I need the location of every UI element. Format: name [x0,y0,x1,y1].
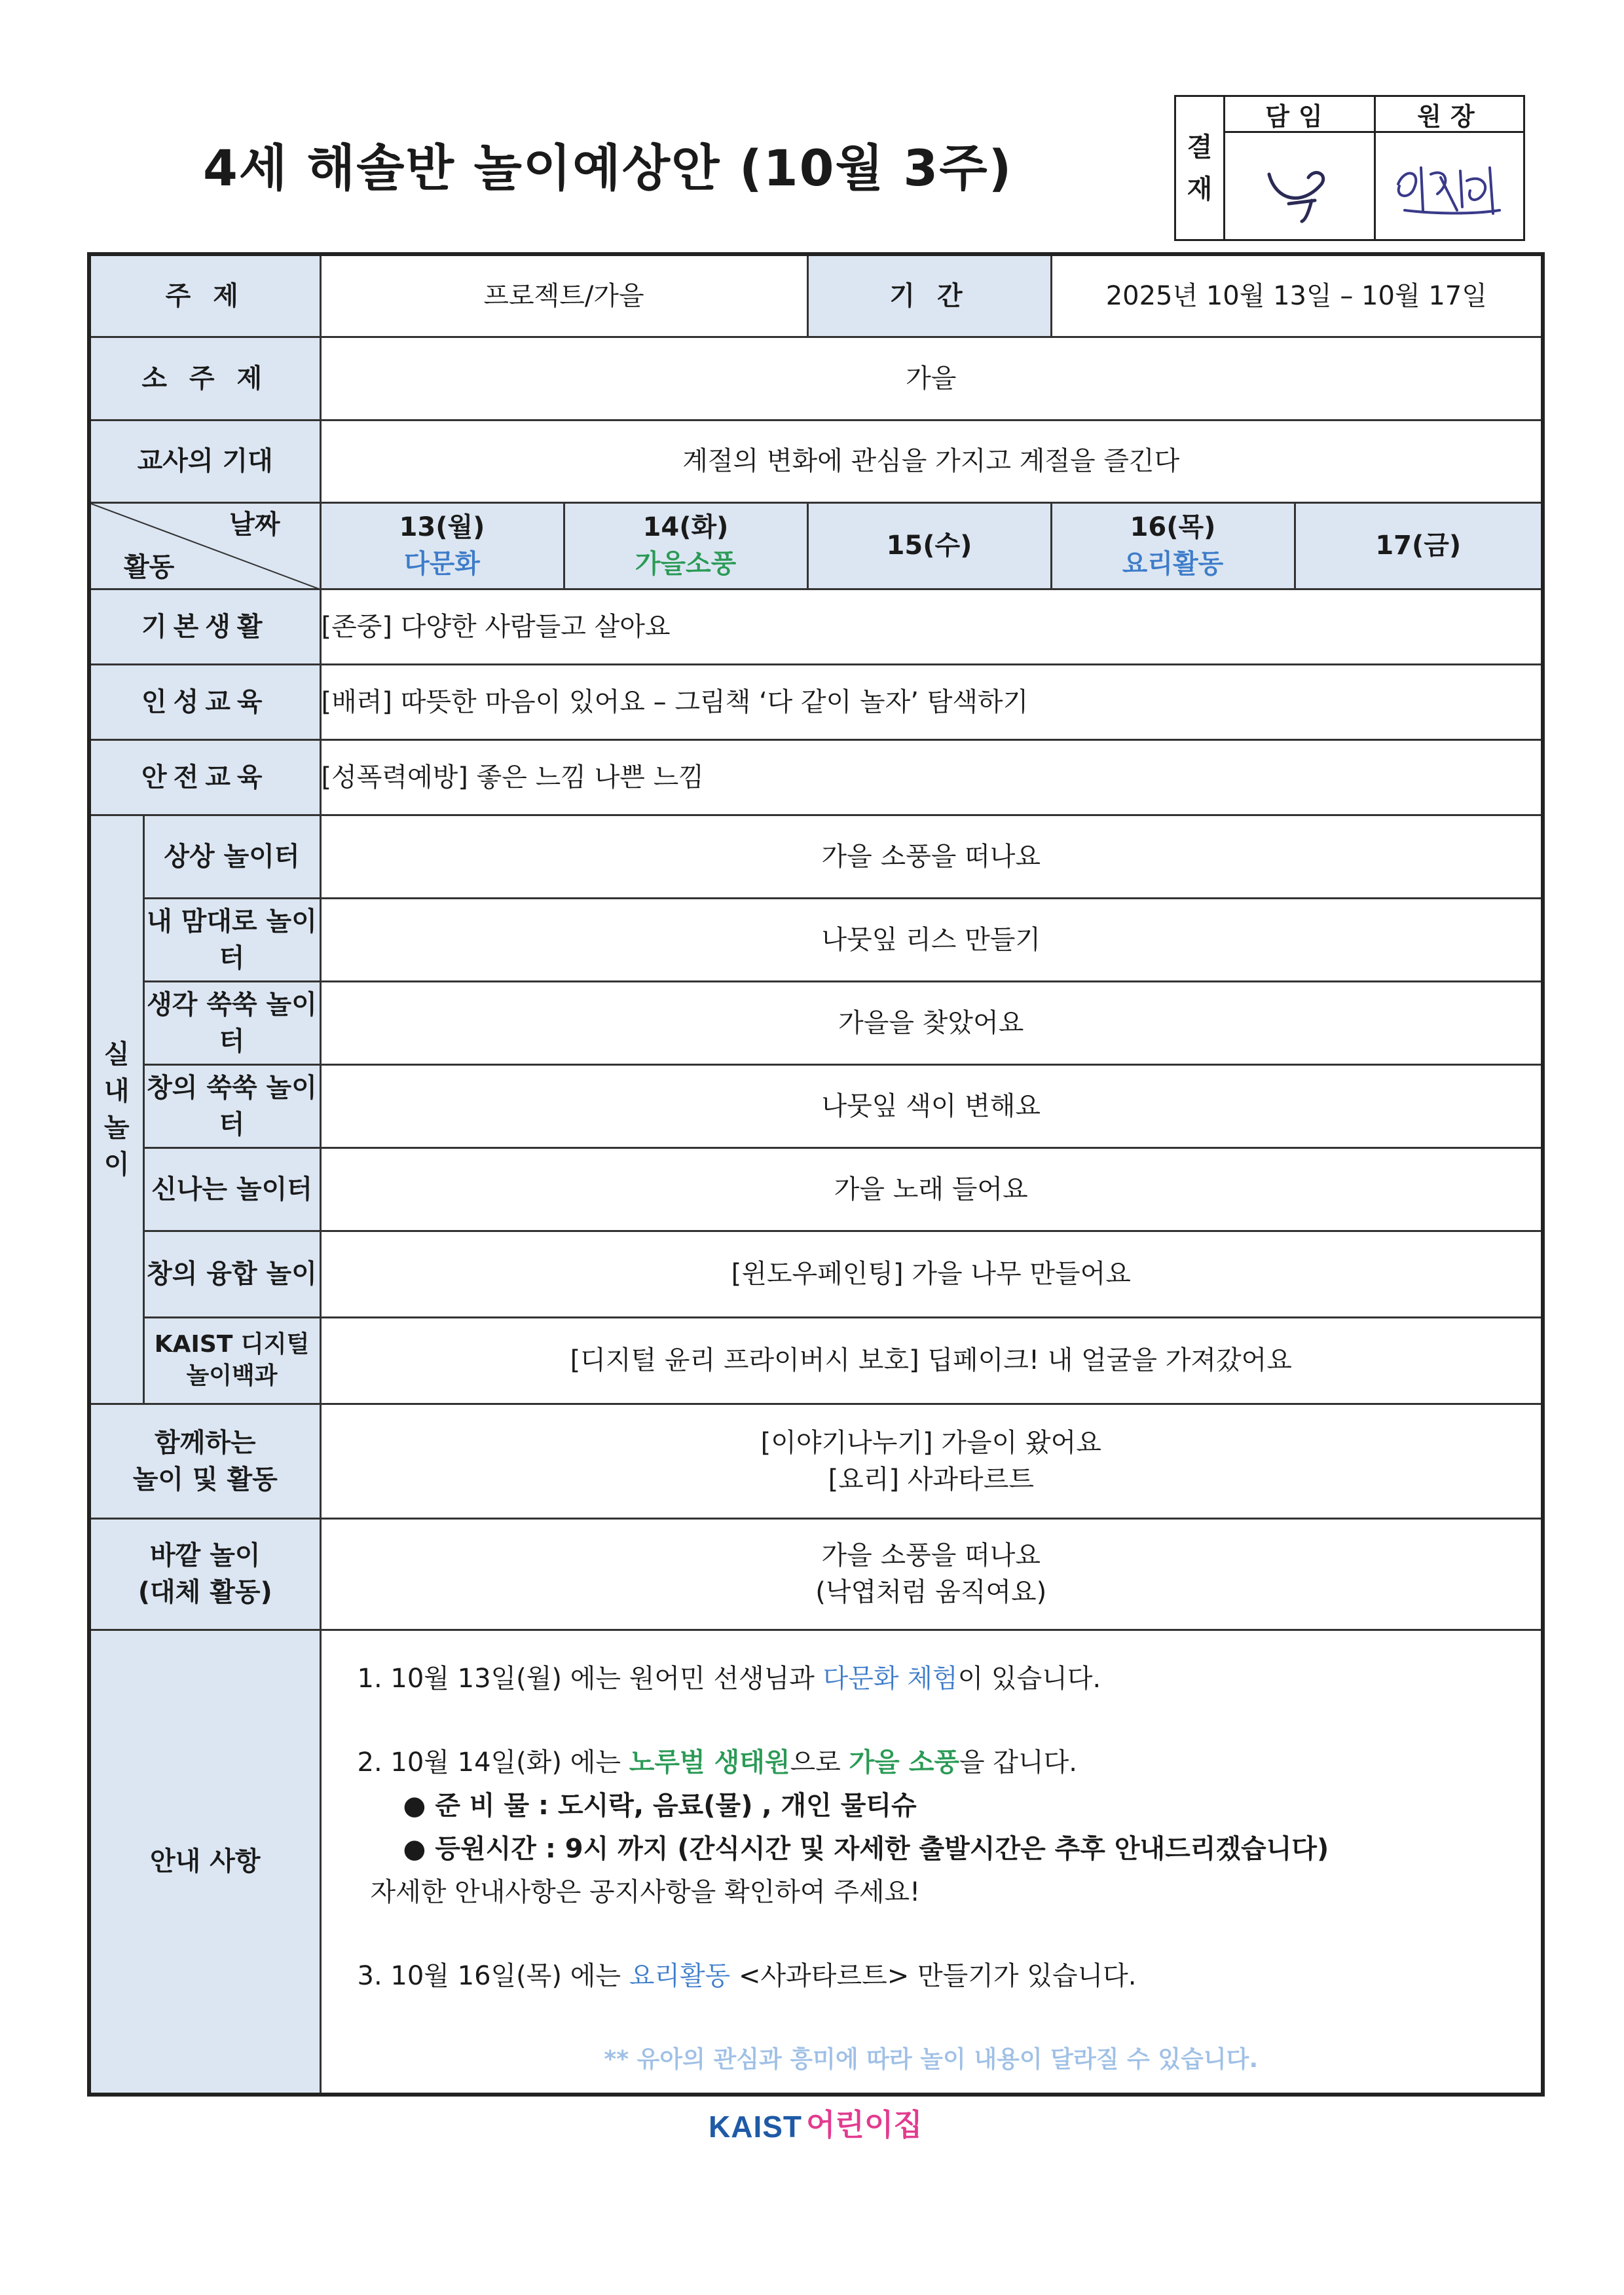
notice-note: 자세한 안내사항은 공지사항을 확인하여 주세요! [370,1876,921,1907]
teacher-signature [1223,133,1374,241]
day-date: 13(월) [399,512,485,542]
notice-footnote: ** 유아의 관심과 흥미에 따라 놀이 내용이 달라질 수 있습니다. [604,2045,1259,2073]
day-date: 15(수) [886,531,972,561]
day-wed [807,502,1051,589]
day-date: 14(화) [642,512,729,542]
notice-item-1 [358,1657,1541,1700]
together-label-1: 함께하는 [154,1427,256,1458]
notice-item-3 [358,1954,1541,1998]
approval-label [1176,97,1225,239]
notice-text: (간식시간 및 자세한 출발시간은 추후 안내드리겠습니다) [677,1833,1329,1864]
indoor-item-value: 가을 소풍을 떠나요 [320,815,1543,898]
day-thu [1051,502,1295,589]
indoor-item-label: 신나는 놀이터 [143,1148,320,1231]
notice-text: 1. 10월 13일(월) 에는 원어민 선생님과 [357,1663,823,1694]
subtheme-value: 가을 [320,337,1543,420]
indoor-item-value: 가을 노래 들어요 [320,1148,1543,1231]
logo-daycare-text: 어린이집 [806,2107,923,2142]
day-date: 17(금) [1375,531,1462,561]
day-event: 가을소풍 [635,549,737,579]
together-line-1: [이야기나누기] 가을이 왔어요 [760,1427,1101,1458]
safety-value: [성폭력예방] 좋은 느낌 나쁜 느낌 [320,739,1543,815]
notice-text: ● 등원시간 : 9시 까지 [403,1833,678,1864]
character-label: 인성교육 [89,664,320,739]
day-event: 다문화 [404,549,480,579]
indoor-item-label: 내 맘대로 놀이터 [143,898,320,981]
outdoor-line-1: 가을 소풍을 떠나요 [821,1540,1041,1571]
outdoor-value [320,1518,1543,1630]
notice-bullet-time [358,1827,1541,1871]
indoor-item-label: 창의 쑥쑥 놀이터 [143,1064,320,1148]
outdoor-label-1: 바깥 놀이 [150,1540,261,1571]
notice-bullet-supplies: ● 준 비 물 : 도시락, 음료(물) , 개인 물티슈 [403,1790,917,1821]
indoor-char: 이 [103,1149,130,1180]
subtheme-label: 소 주 제 [89,337,320,420]
indoor-char: 내 [103,1075,130,1106]
period-label: 기 간 [807,254,1051,337]
approval-label-2: 재 [1187,174,1213,204]
notice-text: <사과타르트> 만들기가 있습니다. [730,1960,1137,1991]
approval-director-header: 원장 [1376,97,1525,133]
indoor-item-value: 나뭇잎 리스 만들기 [320,898,1543,981]
notice-text: 이 있습니다. [957,1663,1101,1694]
basic-value: [존중] 다양한 사람들고 살아요 [320,589,1543,664]
approval-teacher-header: 담임 [1223,97,1374,133]
notice-highlight: 요리활동 [629,1960,731,1991]
activity-header-label: 활동 [124,551,175,582]
indoor-item-label: 상상 놀이터 [143,815,320,898]
director-signature [1376,133,1525,241]
indoor-item-label: KAIST 디지털 놀이백과 [143,1317,320,1404]
approval-box [1174,95,1525,241]
outdoor-line-2: (낙엽처럼 움직여요) [815,1577,1047,1607]
plan-table [87,252,1545,2097]
approval-label-1: 결 [1187,132,1213,162]
outdoor-label-2: (대체 활동) [138,1577,272,1607]
notice-content [320,1630,1543,2095]
notice-text: 2. 10월 14일(화) 에는 [357,1747,629,1778]
character-value: [배려] 따뜻한 마음이 있어요 – 그림책 ‘다 같이 놀자’ 탐색하기 [320,664,1543,739]
basic-label: 기본생활 [89,589,320,664]
indoor-item-value: 나뭇잎 색이 변해요 [320,1064,1543,1148]
indoor-group-label [89,815,143,1404]
together-line-2: [요리] 사과타르트 [828,1464,1034,1495]
notice-highlight: 노루벌 생태원 [629,1747,790,1778]
approval-director-column [1376,97,1525,239]
together-label [89,1404,320,1518]
notice-text: 을 갑니다. [959,1747,1077,1778]
indoor-item-label: 생각 쑥쑥 놀이터 [143,981,320,1064]
expect-label: 교사의 기대 [89,420,320,502]
notice-text: 으로 [790,1747,849,1778]
day-fri [1295,502,1543,589]
day-event: 요리활동 [1122,549,1224,579]
indoor-char: 실 [103,1039,130,1070]
period-value: 2025년 10월 13일 – 10월 17일 [1051,254,1543,337]
theme-label: 주 제 [89,254,320,337]
indoor-char: 놀 [103,1112,130,1143]
date-activity-header [89,502,320,589]
indoor-item-value: [윈도우페인팅] 가을 나무 만들어요 [320,1231,1543,1317]
outdoor-label [89,1518,320,1630]
indoor-item-value: [디지털 윤리 프라이버시 보호] 딥페이크! 내 얼굴을 가져갔어요 [320,1317,1543,1404]
day-date: 16(목) [1130,512,1216,542]
expect-value: 계절의 변화에 관심을 가지고 계절을 즐긴다 [320,420,1543,502]
indoor-item-label: 창의 융합 놀이 [143,1231,320,1317]
indoor-item-value: 가을을 찾았어요 [320,981,1543,1064]
logo-kaist-text: KAIST [709,2110,802,2144]
together-value [320,1404,1543,1518]
theme-value: 프로젝트/가을 [320,254,807,337]
kaist-logo [709,2101,923,2144]
notice-highlight: 가을 소풍 [849,1747,959,1778]
approval-teacher-column [1223,97,1376,239]
notice-text: 3. 10월 16일(목) 에는 [357,1960,629,1991]
notice-label: 안내 사항 [89,1630,320,2095]
safety-label: 안전교육 [89,739,320,815]
day-mon [320,502,564,589]
notice-highlight: 다문화 체험 [822,1663,958,1694]
day-tue [564,502,807,589]
page-title: 4세 해솔반 놀이예상안 (10월 3주) [203,139,1013,197]
notice-item-2 [358,1741,1541,1784]
date-header-label: 날짜 [229,509,280,540]
together-label-2: 놀이 및 활동 [132,1464,278,1495]
